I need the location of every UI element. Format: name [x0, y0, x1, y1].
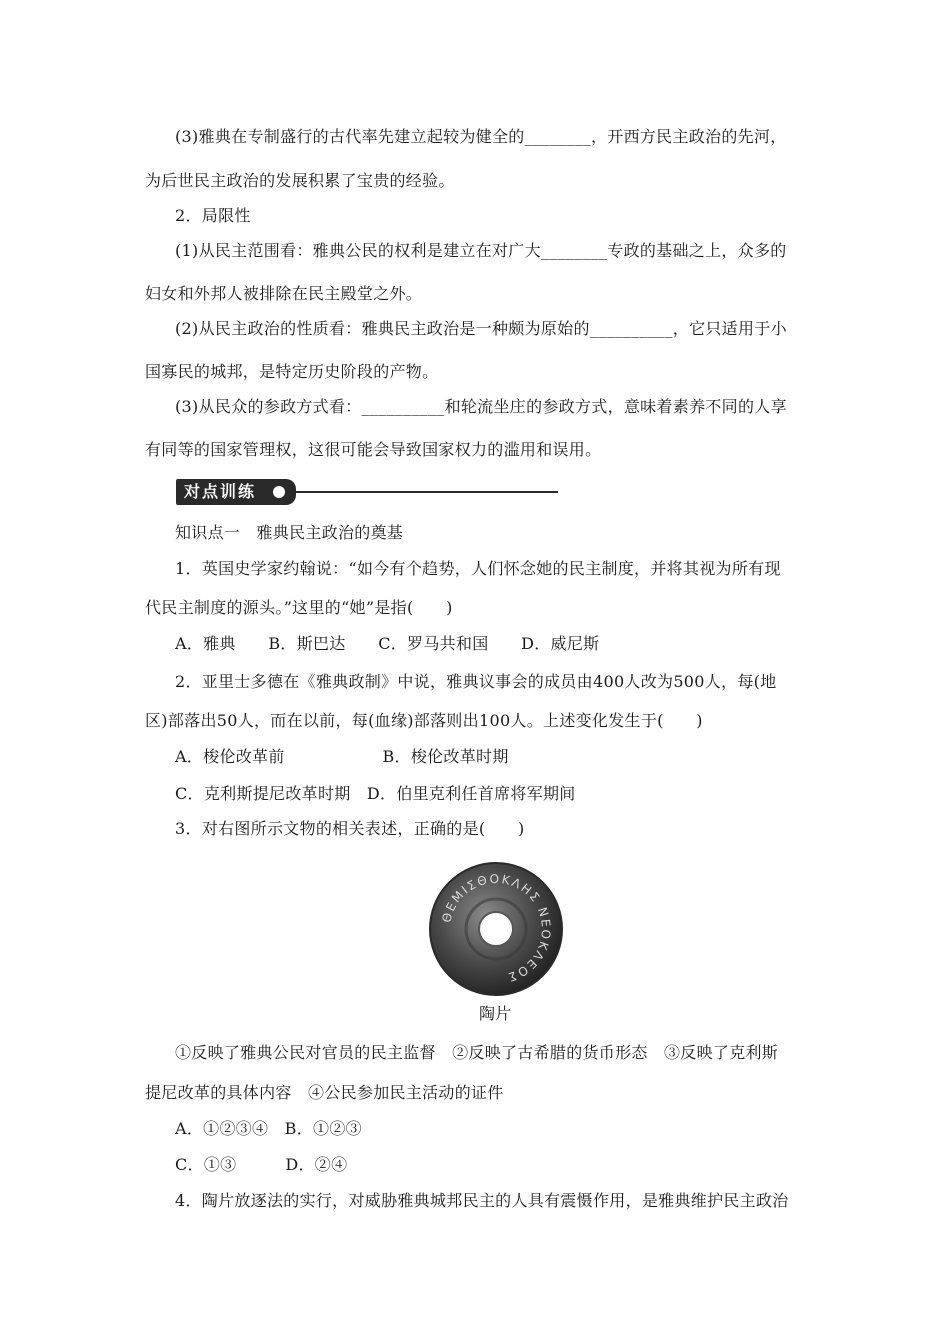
text-line: 2．亚里士多德在《雅典政制》中说，雅典议事会的成员由400人改为500人，每(地 [175, 672, 777, 691]
ostracon-inscription: ΘΕΜΙΣΘΟΚΛΗΣ ΝΕΟΚΛΕΟΣ [439, 871, 554, 985]
bullet-dot-icon [273, 486, 285, 498]
section-divider [296, 491, 558, 493]
text-line: C．克利斯提尼改革时期 D．伯里克利任首席将军期间 [175, 784, 576, 803]
text-line: 妇女和外邦人被排除在民主殿堂之外。 [145, 284, 423, 303]
text-line: (1)从民主范围看：雅典公民的权利是建立在对广大________专政的基础之上，众多的 [175, 241, 787, 260]
text-line: 2．局限性 [175, 206, 251, 225]
text-line: C．①③ D．②④ [175, 1155, 348, 1174]
text-line: 知识点一 雅典民主政治的奠基 [175, 523, 404, 542]
text-line: 陶片 [479, 1004, 512, 1023]
text-line: 有同等的国家管理权，这很可能会导致国家权力的滥用和误用。 [145, 440, 602, 459]
text-line: 为后世民主政治的发展积累了宝贵的经验。 [145, 171, 455, 190]
text-line: 1．英国史学家约翰说：“如今有个趋势，人们怀念她的民主制度，并将其视为所有现 [175, 559, 781, 578]
text-line: ①反映了雅典公民对官员的民主监督 ②反映了古希腊的货币形态 ③反映了克利斯 [175, 1043, 779, 1062]
text-line: A．①②③④ B．①②③ [175, 1119, 362, 1138]
text-line: (2)从民主政治的性质看：雅典民主政治是一种颇为原始的__________，它只适用于小 [175, 319, 787, 338]
text-line: (3)雅典在专制盛行的古代率先建立起较为健全的________，开西方民主政治的先河， [175, 127, 787, 146]
text-line: A．雅典 B．斯巴达 C．罗马共和国 D．威尼斯 [175, 634, 600, 653]
section-header [176, 477, 560, 507]
section-title-text: 对点训练 [184, 482, 257, 501]
ostracon-image [427, 860, 565, 998]
text-line: 4．陶片放逐法的实行，对威胁雅典城邦民主的人具有震慑作用，是雅典维护民主政治 [175, 1191, 789, 1210]
text-line: 国寡民的城邦，是特定历史阶段的产物。 [145, 362, 439, 381]
text-line: A．梭伦改革前 B．梭伦改革时期 [175, 747, 509, 766]
text-line: 提尼改革的具体内容 ④公民参加民主活动的证件 [145, 1083, 504, 1102]
text-line: (3)从民众的参政方式看：__________和轮流坐庄的参政方式，意味着素养不同的人享 [175, 397, 787, 416]
text-line: 区)部落出50人，而在以前，每(血缘)部落则出100人。上述变化发生于( ) [145, 711, 703, 730]
text-line: 代民主制度的源头。”这里的“她”是指( ) [145, 598, 453, 617]
pottery-shard-icon [427, 860, 565, 998]
text-line: 3．对右图所示文物的相关表述，正确的是( ) [175, 819, 525, 838]
